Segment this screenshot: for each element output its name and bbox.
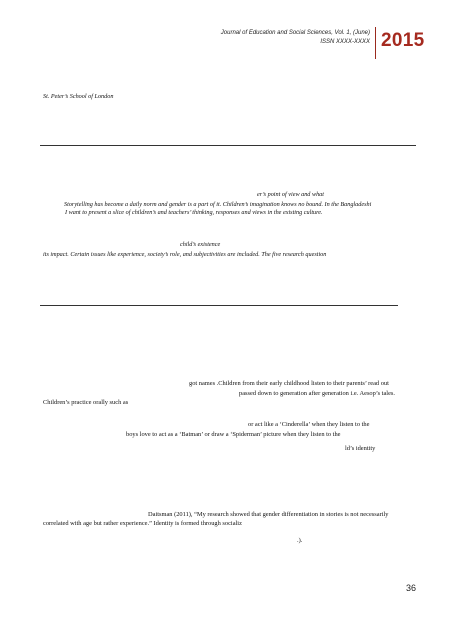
author-affiliation: St. Peter’s School of London: [43, 93, 114, 100]
body-line-5: boys love to act as a ‘Batman’ or draw a ‘Spiderman’ picture when they listen to the: [126, 431, 341, 438]
body-line-3: Children’s practice orally such as: [43, 399, 129, 406]
abstract-line-3: I want to present a slice of children’s and teachers’ thinking, responses and views in the existing culture.: [65, 209, 323, 216]
journal-issn: ISSN XXXX-XXXX: [320, 39, 370, 45]
body-line-7: Daitsman (2011), “My research showed that gender differentiation in stories is not necessarily: [148, 511, 389, 518]
abstract-line-5: its impact. Certain issues like experience, society’s role, and subjectivities are included. The five research question: [43, 251, 327, 258]
body-line-1: got names .Children from their early childhood listen to their parents’ read out: [189, 380, 389, 387]
journal-title: Journal of Education and Social Sciences, Vol. 1, (June): [220, 30, 370, 36]
body-line-8: correlated with age but rather experience.” Identity is formed through socializ: [43, 520, 242, 527]
header-divider: [375, 27, 376, 59]
journal-year: 2015: [381, 30, 425, 51]
abstract-line-4: child’s existence: [180, 241, 221, 248]
abstract-line-1: er’s point of view and what: [257, 191, 324, 198]
abstract-top-rule: [40, 145, 416, 146]
body-line-9: .).: [297, 537, 303, 544]
page-number: 36: [406, 583, 417, 593]
abstract-line-2: Storytelling has become a daily norm and gender is a part of it. Children’s imagination knows no bound. In the Bangladeshi: [64, 201, 372, 208]
abstract-bottom-rule: [40, 305, 398, 306]
body-line-2: passed down to generation after generation i.e. Aesop’s tales.: [239, 390, 395, 397]
body-line-6: ld’s identity: [345, 445, 376, 452]
body-line-4: or act like a ‘Cinderella’ when they listen to the: [248, 421, 370, 428]
